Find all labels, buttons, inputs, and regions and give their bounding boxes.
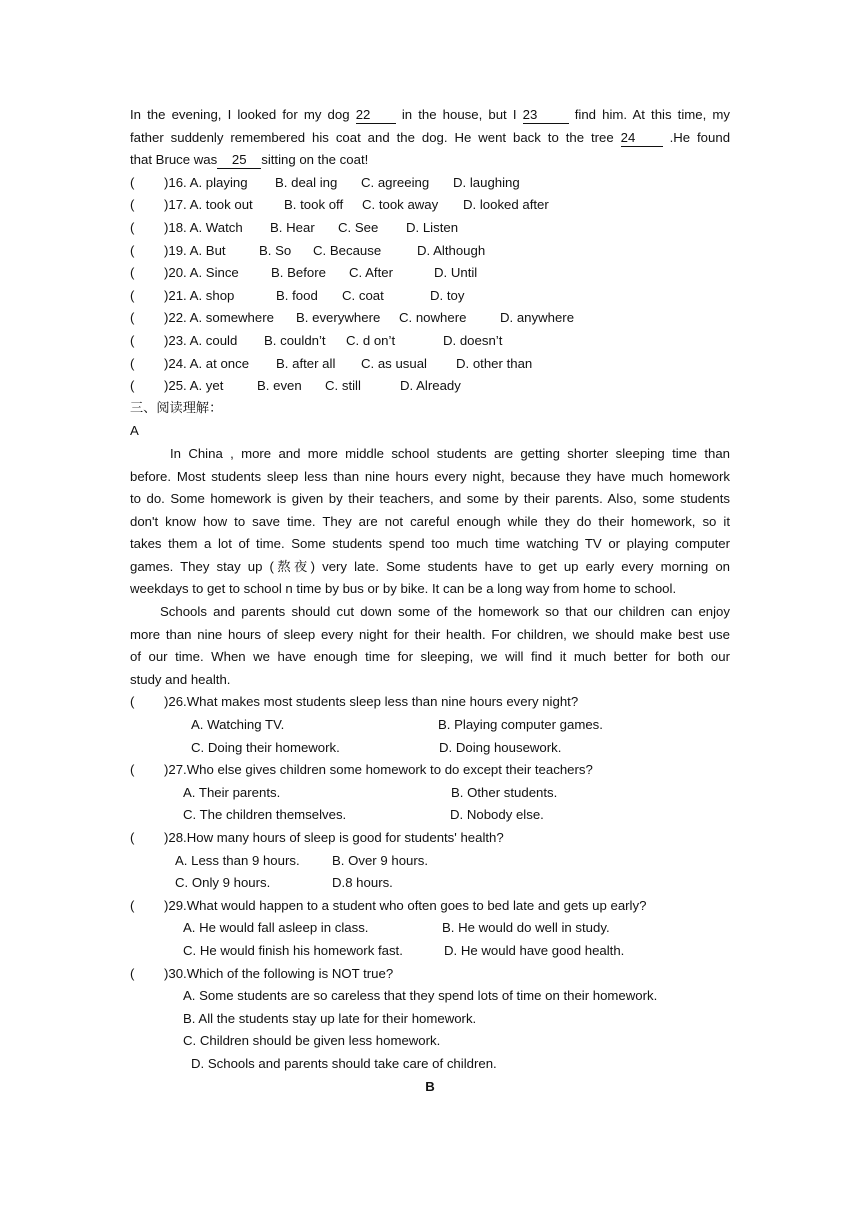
option-b: B. Over 9 hours. xyxy=(332,852,429,868)
option-a: )20. A. Since xyxy=(164,265,239,281)
option-d: D. Doing housework. xyxy=(439,739,562,755)
reading-question-26 xyxy=(130,691,730,714)
cloze-text: find him. At this time, my xyxy=(574,107,730,122)
passage-line: more than nine hours of sleep every night for their health. For children, we should make best use xyxy=(130,626,730,642)
option-a: A. He would fall asleep in class. xyxy=(183,920,369,936)
answer-bracket[interactable]: ( xyxy=(130,219,135,235)
cloze-line-2 xyxy=(130,127,730,150)
option-a: )18. A. Watch xyxy=(164,219,243,235)
reading-question-27 xyxy=(130,759,730,782)
passage-line: study and health. xyxy=(130,671,231,687)
option-c: C. Only 9 hours. xyxy=(175,875,271,891)
passage-line xyxy=(130,556,730,579)
option-c: C. See xyxy=(338,219,379,235)
passage-text: ) very late. Some students have to get up early every morning on xyxy=(310,558,731,574)
option-b: B. food xyxy=(276,287,318,303)
cloze-question-18 xyxy=(130,217,730,240)
option-b: B. Hear xyxy=(270,219,315,235)
option-c: C. Because xyxy=(313,242,382,258)
option-c: C. After xyxy=(349,265,393,281)
option-c: C. Children should be given less homework. xyxy=(183,1033,441,1049)
option-a: )21. A. shop xyxy=(164,287,235,303)
passage-line: Schools and parents should cut down some of the homework so that our children can enjoy xyxy=(160,604,730,620)
answer-bracket[interactable]: ( xyxy=(130,174,135,190)
answer-bracket[interactable]: ( xyxy=(130,332,135,348)
passage-line: weekdays to get to school n time by bus or by bike. It can be a long way from home to school. xyxy=(130,581,677,597)
question-stem: )27.Who else gives children some homework to do except their teachers? xyxy=(164,762,593,778)
worksheet-page xyxy=(130,104,730,1098)
option-b: B. took off xyxy=(284,197,344,213)
passage-line: before. Most students sleep less than nine hours every night, because they have much homework xyxy=(130,468,730,484)
reading-options-row xyxy=(130,714,730,737)
reading-options-row xyxy=(130,917,730,940)
reading-options-row xyxy=(130,872,730,895)
reading-options-row xyxy=(130,850,730,873)
option-d: D. doesn’t xyxy=(443,332,503,348)
option-b: B. Before xyxy=(271,265,326,281)
reading-question-30 xyxy=(130,963,730,986)
option-d: D. toy xyxy=(430,287,465,303)
cloze-line-3 xyxy=(130,149,730,172)
option-c: C. The children themselves. xyxy=(183,807,347,823)
blank-22: 22 xyxy=(356,107,396,124)
cloze-question-16 xyxy=(130,172,730,195)
blank-24: 24 xyxy=(621,130,663,147)
option-a: A. Some students are so careless that they spend lots of time on their homework. xyxy=(183,988,658,1004)
reading-options-row xyxy=(130,1053,730,1076)
passage-line: to do. Some homework is given by their teachers, and some by their parents. Also, some students xyxy=(130,491,730,507)
reading-options-row xyxy=(130,940,730,963)
option-d: D. Although xyxy=(417,242,486,258)
option-d: D. Schools and parents should take care of children. xyxy=(191,1055,497,1071)
cloze-question-17 xyxy=(130,194,730,217)
option-a: A. Their parents. xyxy=(183,784,281,800)
option-b: B. couldn’t xyxy=(264,332,326,348)
answer-bracket[interactable]: ( xyxy=(130,310,135,326)
answer-bracket[interactable]: ( xyxy=(130,897,135,913)
cloze-line-1 xyxy=(130,104,730,127)
reading-question-29 xyxy=(130,895,730,918)
option-d: D. Until xyxy=(434,265,478,281)
answer-bracket[interactable]: ( xyxy=(130,830,135,845)
option-c: C. coat xyxy=(342,287,384,303)
passage-line: don't know how to save time. They are not careful enough while they do their homework, so it xyxy=(130,513,730,529)
option-a: )17. A. took out xyxy=(164,197,253,213)
option-a: )22. A. somewhere xyxy=(164,310,274,326)
question-stem: )30.Which of the following is NOT true? xyxy=(164,965,394,981)
section-heading: 三、阅读理解： xyxy=(130,400,223,416)
option-c: C. d on’t xyxy=(346,332,396,348)
option-d: D. laughing xyxy=(453,174,520,190)
cloze-question-20 xyxy=(130,262,730,285)
reading-options-row xyxy=(130,1008,730,1031)
answer-bracket[interactable]: ( xyxy=(130,355,135,371)
option-b: B. everywhere xyxy=(296,310,381,326)
option-d: D. He would have good health. xyxy=(444,942,625,958)
option-b: B. So xyxy=(259,242,292,258)
passage-line: In China , more and more middle school students are getting shorter sleeping time than xyxy=(170,445,730,461)
answer-bracket[interactable]: ( xyxy=(130,242,135,258)
option-c: C. He would finish his homework fast. xyxy=(183,942,403,958)
option-d: D. Nobody else. xyxy=(450,807,544,823)
option-c: C. agreeing xyxy=(361,174,430,190)
blank-25: 25 xyxy=(217,152,261,169)
passage-line: of our time. When we have enough time for sleeping, we will find it much better for both our xyxy=(130,649,730,665)
answer-bracket[interactable]: ( xyxy=(130,265,135,281)
option-b: B. deal ing xyxy=(275,174,338,190)
passage-label-a: A xyxy=(130,423,139,439)
answer-bracket[interactable]: ( xyxy=(130,378,135,394)
cloze-text: In the evening, I looked for my dog xyxy=(130,107,350,122)
answer-bracket[interactable]: ( xyxy=(130,762,135,778)
option-a: )23. A. could xyxy=(164,332,238,348)
cloze-text: .He found xyxy=(669,129,731,145)
cloze-question-24 xyxy=(130,353,730,376)
reading-options-row xyxy=(130,782,730,805)
option-d: D. Listen xyxy=(406,219,459,235)
option-a: A. Watching TV. xyxy=(191,717,285,733)
option-c: C. nowhere xyxy=(399,310,467,326)
question-stem: )26.What makes most students sleep less than nine hours every night? xyxy=(164,694,579,710)
option-b: B. even xyxy=(257,378,302,394)
reading-options-row xyxy=(130,737,730,760)
option-b: B. Other students. xyxy=(451,784,558,800)
blank-23: 23 xyxy=(523,107,569,124)
option-c: C. took away xyxy=(362,197,439,213)
reading-options-row xyxy=(130,804,730,827)
cloze-text: that Bruce was xyxy=(130,152,218,168)
passage-text: games. They stay up ( xyxy=(130,558,274,574)
answer-bracket[interactable]: ( xyxy=(130,197,135,213)
option-b: B. All the students stay up late for their homework. xyxy=(183,1010,477,1026)
option-a: )25. A. yet xyxy=(164,378,224,394)
cloze-text: in the house, but I xyxy=(401,107,517,122)
option-a: )19. A. But xyxy=(164,242,226,258)
cloze-question-19 xyxy=(130,240,730,263)
option-a: A. Less than 9 hours. xyxy=(175,852,300,868)
option-d: D. other than xyxy=(456,355,533,371)
reading-options-row xyxy=(130,1030,730,1053)
option-b: B. He would do well in study. xyxy=(442,920,610,936)
option-b: B. after all xyxy=(276,355,336,371)
question-stem: )28.How many hours of sleep is good for students' health? xyxy=(164,830,504,845)
cloze-question-21 xyxy=(130,285,730,308)
answer-bracket[interactable]: ( xyxy=(130,287,135,303)
cloze-text: sitting on the coat! xyxy=(261,152,369,168)
reading-question-28 xyxy=(130,827,730,850)
answer-bracket[interactable]: ( xyxy=(130,965,135,981)
cloze-question-25 xyxy=(130,375,730,398)
passage-line: takes them a lot of time. Some students spend too much time watching TV or playing computer xyxy=(130,536,730,552)
answer-bracket[interactable]: ( xyxy=(130,694,135,710)
reading-options-row xyxy=(130,985,730,1008)
option-c: C. still xyxy=(325,378,361,394)
option-a: )24. A. at once xyxy=(164,355,250,371)
cloze-text: father suddenly remembered his coat and the dog. He went back to the tree xyxy=(130,129,614,145)
option-d: D. Already xyxy=(400,378,461,394)
chinese-gloss: 熬夜 xyxy=(273,559,311,575)
passage-label-b: B xyxy=(425,1078,435,1094)
cloze-question-22 xyxy=(130,307,730,330)
option-c: C. Doing their homework. xyxy=(191,739,340,755)
option-d: D. anywhere xyxy=(500,310,575,326)
option-b: B. Playing computer games. xyxy=(438,717,603,733)
option-d: D. looked after xyxy=(463,197,549,213)
option-d: D.8 hours. xyxy=(332,875,393,891)
question-stem: )29.What would happen to a student who often goes to bed late and gets up early? xyxy=(164,897,647,913)
option-c: C. as usual xyxy=(361,355,427,371)
option-a: )16. A. playing xyxy=(164,174,248,190)
cloze-question-23 xyxy=(130,330,730,353)
